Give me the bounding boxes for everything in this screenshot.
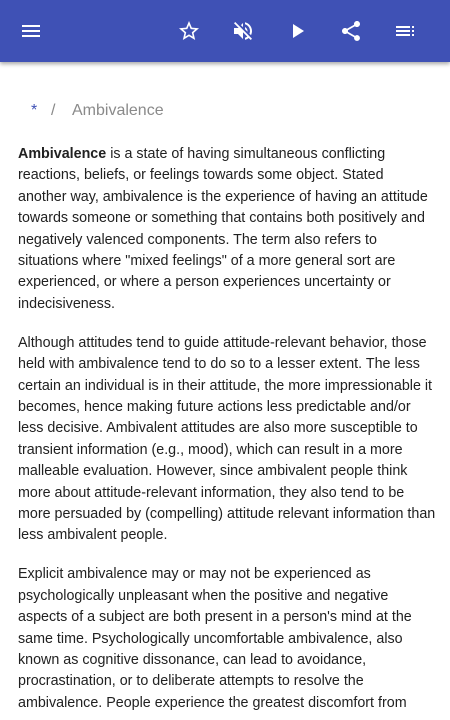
article-paragraph: Although attitudes tend to guide attitude-relevant behavior, those held with ambivalence tend to do so to a lesser extent. The less certain an individual is in their attitude, the more impressionable it becomes, hence making future actions less predictable and/or less decisive. Ambivalent attitudes are also more susceptible to transient information (e.g., mood), which can result in a more malleable evaluation. However, since ambivalent people think more about attitude-relevant information, they also tend to be more persuaded by (compelling) attitude relevant information than less ambivalent people.: [18, 334, 436, 544]
menu-icon: [19, 19, 43, 43]
play-button[interactable]: [273, 7, 321, 55]
volume-off-icon: [231, 19, 255, 43]
share-button[interactable]: [327, 7, 375, 55]
contents-button[interactable]: [381, 7, 429, 55]
article-paragraph: Explicit ambivalence may or may not be experienced as psychologically unpleasant when the positive and negative aspects of a subject are both present in a person's mind at the same time. Psychologically uncomfortable ambivalence, also known as cognitive dissonance, can lead to avoidance, procrastination, or to deliberate attempts to resolve the ambivalence. People experience the greatest discomfort from: [18, 566, 412, 711]
breadcrumb-separator: /: [51, 102, 56, 119]
breadcrumb-home-link[interactable]: *: [31, 102, 38, 119]
mute-button[interactable]: [219, 7, 267, 55]
table-of-contents-icon: [393, 19, 417, 43]
share-icon: [339, 19, 363, 43]
article-paragraph: [18, 144, 436, 315]
favorite-button[interactable]: [165, 7, 213, 55]
play-icon: [285, 19, 309, 43]
breadcrumb-current: Ambivalence: [72, 102, 164, 119]
menu-button[interactable]: [7, 7, 55, 55]
star-outline-icon: [177, 19, 201, 43]
article-term: Ambivalence: [18, 146, 107, 162]
article-paragraph-text: is a state of having simultaneous conflicting reactions, beliefs, or feelings towards some object. Stated another way, ambivalence is the experience of having an attitude towards someone or something that contains both positively and negatively valenced components. The term also refers to situations where "mixed feelings" of a more general sort are experienced, or where a person experiences uncertainty or indecisiveness.: [18, 146, 428, 312]
app-toolbar: [0, 0, 450, 62]
article-body: [18, 144, 436, 720]
breadcrumb: [0, 96, 450, 126]
